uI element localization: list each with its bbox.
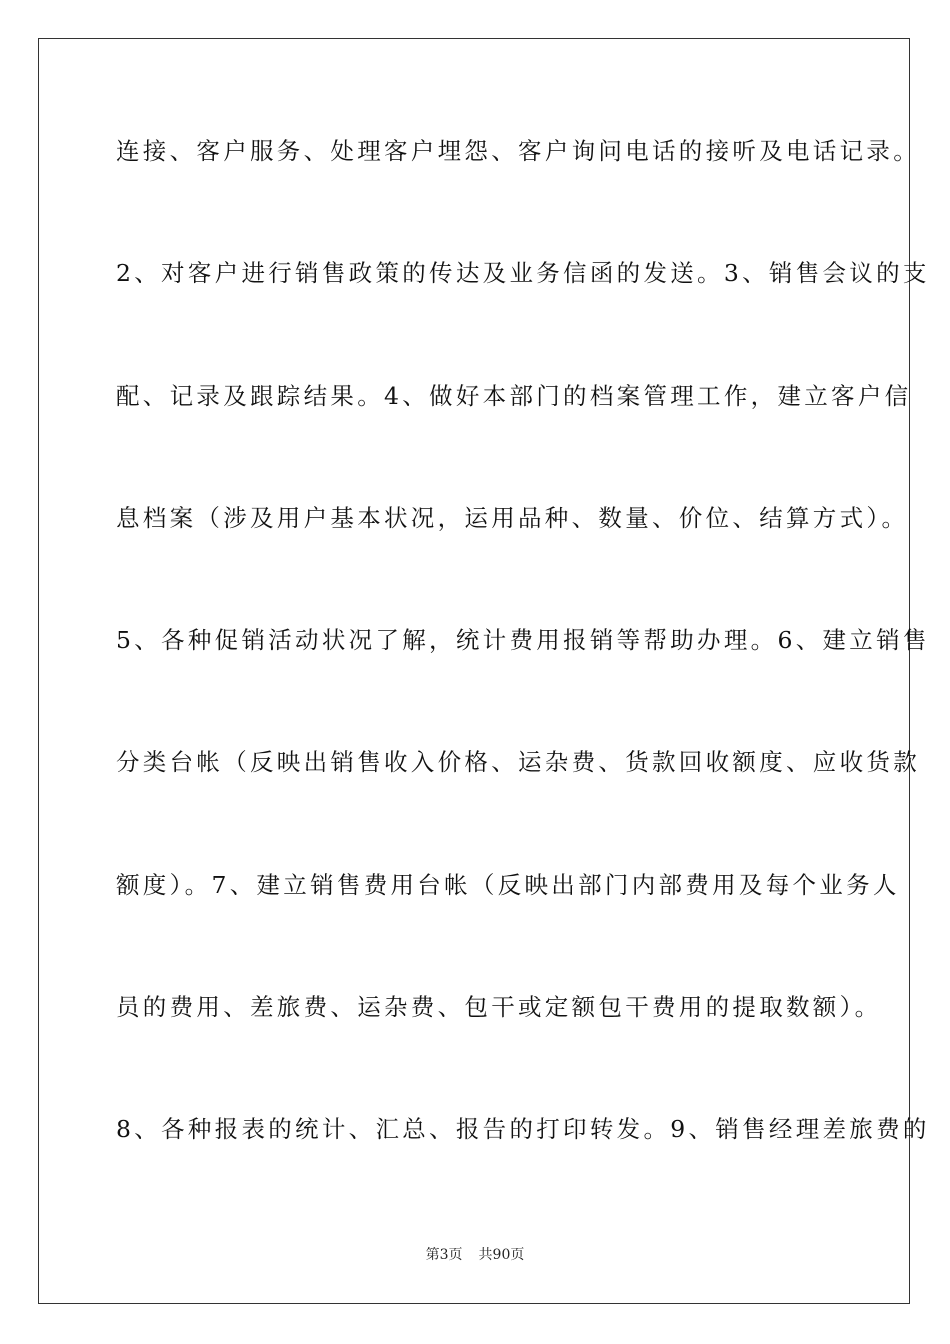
page-footer — [0, 1246, 950, 1264]
text-line-3: 配、记录及跟踪结果。4、做好本部门的档案管理工作，建立客户信 — [116, 382, 912, 410]
current-page-number: 第3页 — [425, 1247, 463, 1263]
text-line-9: 8、各种报表的统计、汇总、报告的打印转发。9、销售经理差旅费的 — [116, 1115, 930, 1143]
text-line-2: 2、对客户进行销售政策的传达及业务信函的发送。3、销售会议的支 — [116, 259, 930, 287]
text-line-8: 员的费用、差旅费、运杂费、包干或定额包干费用的提取数额）。 — [116, 993, 882, 1021]
text-line-1: 连接、客户服务、处理客户埋怨、客户询问电话的接听及电话记录。 — [116, 137, 920, 165]
text-line-6: 分类台帐（反映出销售收入价格、运杂费、货款回收额度、应收货款 — [116, 748, 920, 776]
text-line-5: 5、各种促销活动状况了解，统计费用报销等帮助办理。6、建立销售 — [116, 626, 930, 654]
total-page-count: 共90页 — [478, 1247, 525, 1263]
text-line-4: 息档案（涉及用户基本状况，运用品种、数量、价位、结算方式）。 — [116, 504, 909, 532]
text-line-7: 额度）。7、建立销售费用台帐（反映出部门内部费用及每个业务人 — [116, 871, 900, 899]
